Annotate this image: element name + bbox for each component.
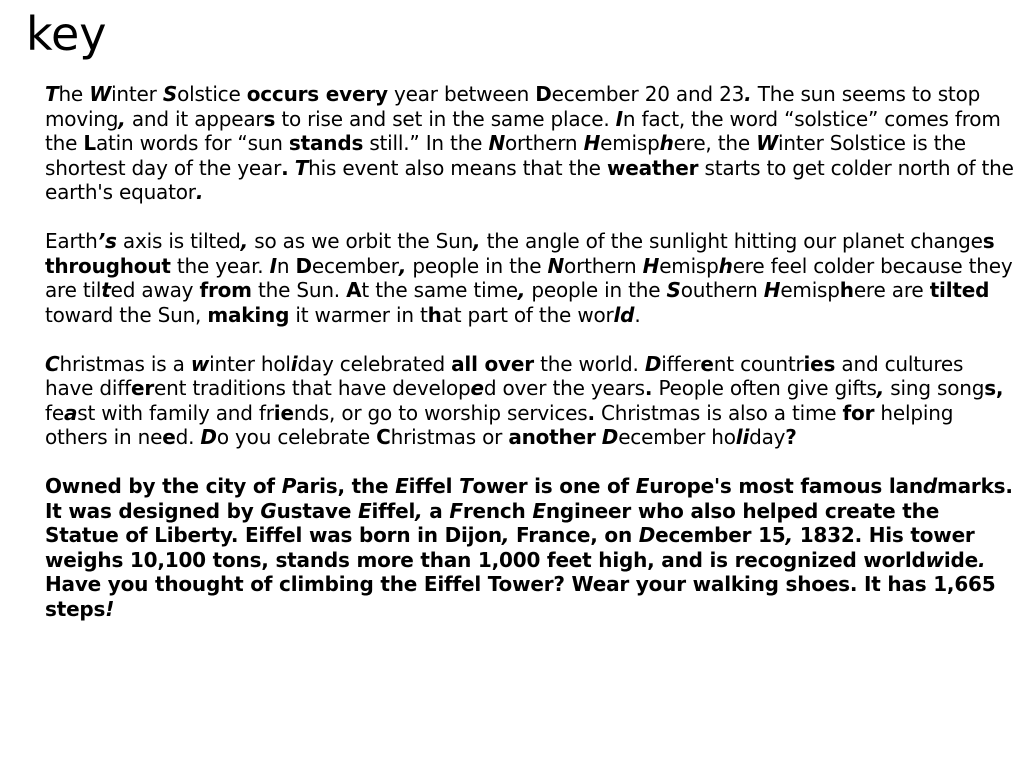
text-run: i (290, 351, 298, 376)
text-run: w (925, 547, 944, 572)
text-run: all over (451, 351, 534, 376)
text-run: nt countr (713, 351, 804, 376)
text-run: orthern (564, 253, 643, 278)
text-run: . (281, 155, 289, 180)
text-run: o you celebrate (216, 425, 377, 449)
text-run: , (785, 523, 793, 547)
text-run: year between (387, 82, 536, 106)
text-run: a (422, 498, 450, 523)
text-run: , (398, 253, 407, 278)
text-run: D (601, 425, 619, 449)
paragraph-earth-axis (45, 229, 1015, 327)
text-run: emisp (780, 278, 840, 302)
text-run: I (269, 253, 277, 278)
text-run: ngineer who also helped create the Statue of Liberty. Eiffel was born in Dijon (45, 498, 940, 547)
text-run: urope's most famous lan (649, 474, 923, 498)
text-run: n fact, the word “solstice” comes from the (45, 106, 1001, 155)
text-run: ecember (311, 253, 399, 278)
text-run: T (45, 82, 59, 106)
text-run: he (58, 82, 90, 106)
paragraph-eiffel-tower (45, 474, 1015, 621)
text-run: H (583, 131, 601, 155)
text-run: E (357, 498, 372, 523)
text-run: T (459, 474, 473, 498)
paragraph-christmas (45, 352, 1015, 450)
paragraph-winter-solstice (45, 82, 1015, 205)
text-run: d (922, 474, 937, 498)
text-run: T (294, 155, 309, 180)
text-run: ere are (853, 278, 930, 302)
text-run: stands (288, 131, 364, 155)
text-run: E (635, 474, 650, 498)
text-run: the year. (170, 253, 270, 278)
text-run: emisp (600, 131, 660, 155)
text-run: aris, the (296, 474, 396, 498)
text-run: Have you thought of climbing the Eiffel Tower? Wear your walking shoes. It has 1,665 steps (45, 572, 996, 621)
text-run: inter Solstice is the shortest day of the year (45, 131, 966, 180)
text-run: N (547, 253, 565, 278)
text-run: S (666, 278, 681, 302)
text-run: toward the Sun, (45, 302, 208, 327)
text-run: Earth (45, 229, 98, 253)
text-run: E (395, 474, 409, 498)
text-run: occurs every (246, 82, 388, 106)
text-run: ecember ho (618, 425, 736, 449)
text-run: W (89, 82, 112, 106)
text-run: inter hol (209, 351, 291, 376)
text-run: , (501, 523, 510, 547)
text-run: weather (606, 155, 699, 180)
text-run: ustave (276, 498, 358, 523)
text-run: Owned by the city of (45, 474, 282, 498)
article-body (45, 82, 1015, 621)
text-run: throughout (45, 253, 171, 278)
text-run: I (615, 106, 623, 131)
text-run: ecember 20 and 23 (551, 82, 745, 106)
text-run: t (101, 278, 111, 302)
text-run: axis is tilted (116, 229, 241, 253)
text-run: another (508, 425, 596, 449)
text-run: people in the (406, 253, 548, 278)
text-run: e (162, 425, 176, 449)
text-run: F (449, 498, 463, 523)
text-run: at part of the wor (441, 302, 614, 327)
text-run: . (644, 376, 653, 400)
text-run: A (346, 278, 362, 302)
text-run: d. (175, 425, 201, 449)
text-run: inter (111, 82, 163, 106)
text-run: iffel (408, 474, 460, 498)
text-run: orthern (504, 131, 584, 155)
text-run: N (488, 131, 505, 155)
text-run: , (473, 229, 481, 253)
text-run: Christmas is also a time (594, 400, 843, 425)
text-run: ecember 15 (655, 523, 786, 547)
text-run: the world. (533, 351, 645, 376)
text-run: C (376, 425, 391, 449)
text-run: atin words for “sun (95, 131, 289, 155)
text-run: fe (45, 400, 64, 425)
text-run: . (978, 547, 986, 572)
text-run: D (638, 523, 656, 547)
text-run: olstice (177, 82, 247, 106)
text-run: ld (613, 302, 635, 327)
text-run: making (207, 302, 290, 327)
text-run: h (659, 131, 674, 155)
text-run: h (718, 253, 733, 278)
text-run: so as we orbit the Sun (248, 229, 474, 253)
page-title: key (26, 7, 107, 61)
text-run: H (642, 253, 660, 278)
text-run: e (700, 351, 714, 376)
text-run: D (295, 253, 312, 278)
text-run: e (470, 376, 484, 400)
text-run: it warmer in t (289, 302, 428, 327)
text-run: ? (785, 425, 797, 449)
text-run: people in the (525, 278, 667, 302)
text-run: France, on (509, 523, 639, 547)
text-run: ies (803, 351, 836, 376)
text-run: still.” In the (363, 131, 489, 155)
text-run: to rise and set in the same place. (275, 106, 616, 131)
text-run: w (190, 351, 210, 376)
text-run: . (744, 82, 752, 106)
text-run: day celebrated (297, 351, 452, 376)
text-run: hristmas or (390, 425, 509, 449)
text-run: ower is one of (472, 474, 636, 498)
text-run: H (763, 278, 781, 302)
text-run: and it appear (125, 106, 264, 131)
text-run: D (535, 82, 552, 106)
text-run: L (83, 131, 96, 155)
text-run: E (532, 498, 546, 523)
text-run: hristmas is a (59, 351, 191, 376)
text-run: starts to get colder north of the earth's equator (45, 155, 1014, 204)
text-run: a (63, 400, 78, 425)
text-run: emisp (659, 253, 719, 278)
text-run: his event also means that the (308, 155, 607, 180)
text-run: ed away (110, 278, 200, 302)
text-run: s (263, 106, 276, 131)
text-run: . (195, 180, 204, 204)
text-run: ere feel colder because they are til (45, 253, 1013, 302)
text-run: D (644, 351, 662, 376)
text-run: P (281, 474, 297, 498)
text-run: the Sun. (251, 278, 347, 302)
text-run: iffer (661, 351, 701, 376)
text-run: ! (105, 596, 115, 621)
text-run: from (199, 278, 252, 302)
text-run: li (735, 425, 750, 449)
text-run: iffel (371, 498, 416, 523)
text-run: and cultures have diff (45, 351, 964, 400)
text-run: d over the years (483, 376, 645, 400)
text-run: D (200, 425, 217, 449)
text-run: n (276, 253, 296, 278)
text-run: . (634, 302, 641, 327)
text-run: marks. It was designed by (45, 474, 1013, 523)
text-run: . (587, 400, 595, 425)
text-run: tilted (929, 278, 990, 302)
text-run: , (118, 106, 126, 131)
text-run: ere, the (673, 131, 757, 155)
text-run: ie (273, 400, 294, 425)
text-run: , (876, 376, 885, 400)
text-run: sing song (884, 376, 985, 400)
text-run: s, (984, 376, 1004, 400)
text-run: The sun seems to stop moving (45, 82, 981, 131)
text-run: 1832. His tower weighs 10,100 tons, stands more than 1,000 feet high, and is recognized world (45, 523, 975, 572)
text-run: s (982, 229, 995, 253)
text-run: day (749, 425, 786, 449)
text-run: G (260, 498, 277, 523)
text-run: , (415, 498, 423, 523)
text-run: , (240, 229, 249, 253)
text-run: rench (462, 498, 533, 523)
text-run: for (842, 400, 875, 425)
text-run: ide (943, 547, 979, 572)
text-run: People often give gifts (652, 376, 877, 400)
text-run: nds, or go to worship services (293, 400, 588, 425)
text-run: t the same time (361, 278, 518, 302)
text-run: h (427, 302, 442, 327)
text-run: , (517, 278, 526, 302)
text-run: W (756, 131, 779, 155)
text-run: the angle of the sunlight hitting our planet change (480, 229, 983, 253)
text-run: st with family and fr (77, 400, 274, 425)
text-run: er (130, 376, 154, 400)
text-run: helping others in ne (45, 400, 954, 449)
text-run: ent traditions that have develop (154, 376, 471, 400)
text-run: outhern (680, 278, 764, 302)
text-run: S (162, 82, 178, 106)
text-run: ’s (97, 229, 117, 253)
text-run: C (45, 351, 60, 376)
text-run: h (839, 278, 854, 302)
